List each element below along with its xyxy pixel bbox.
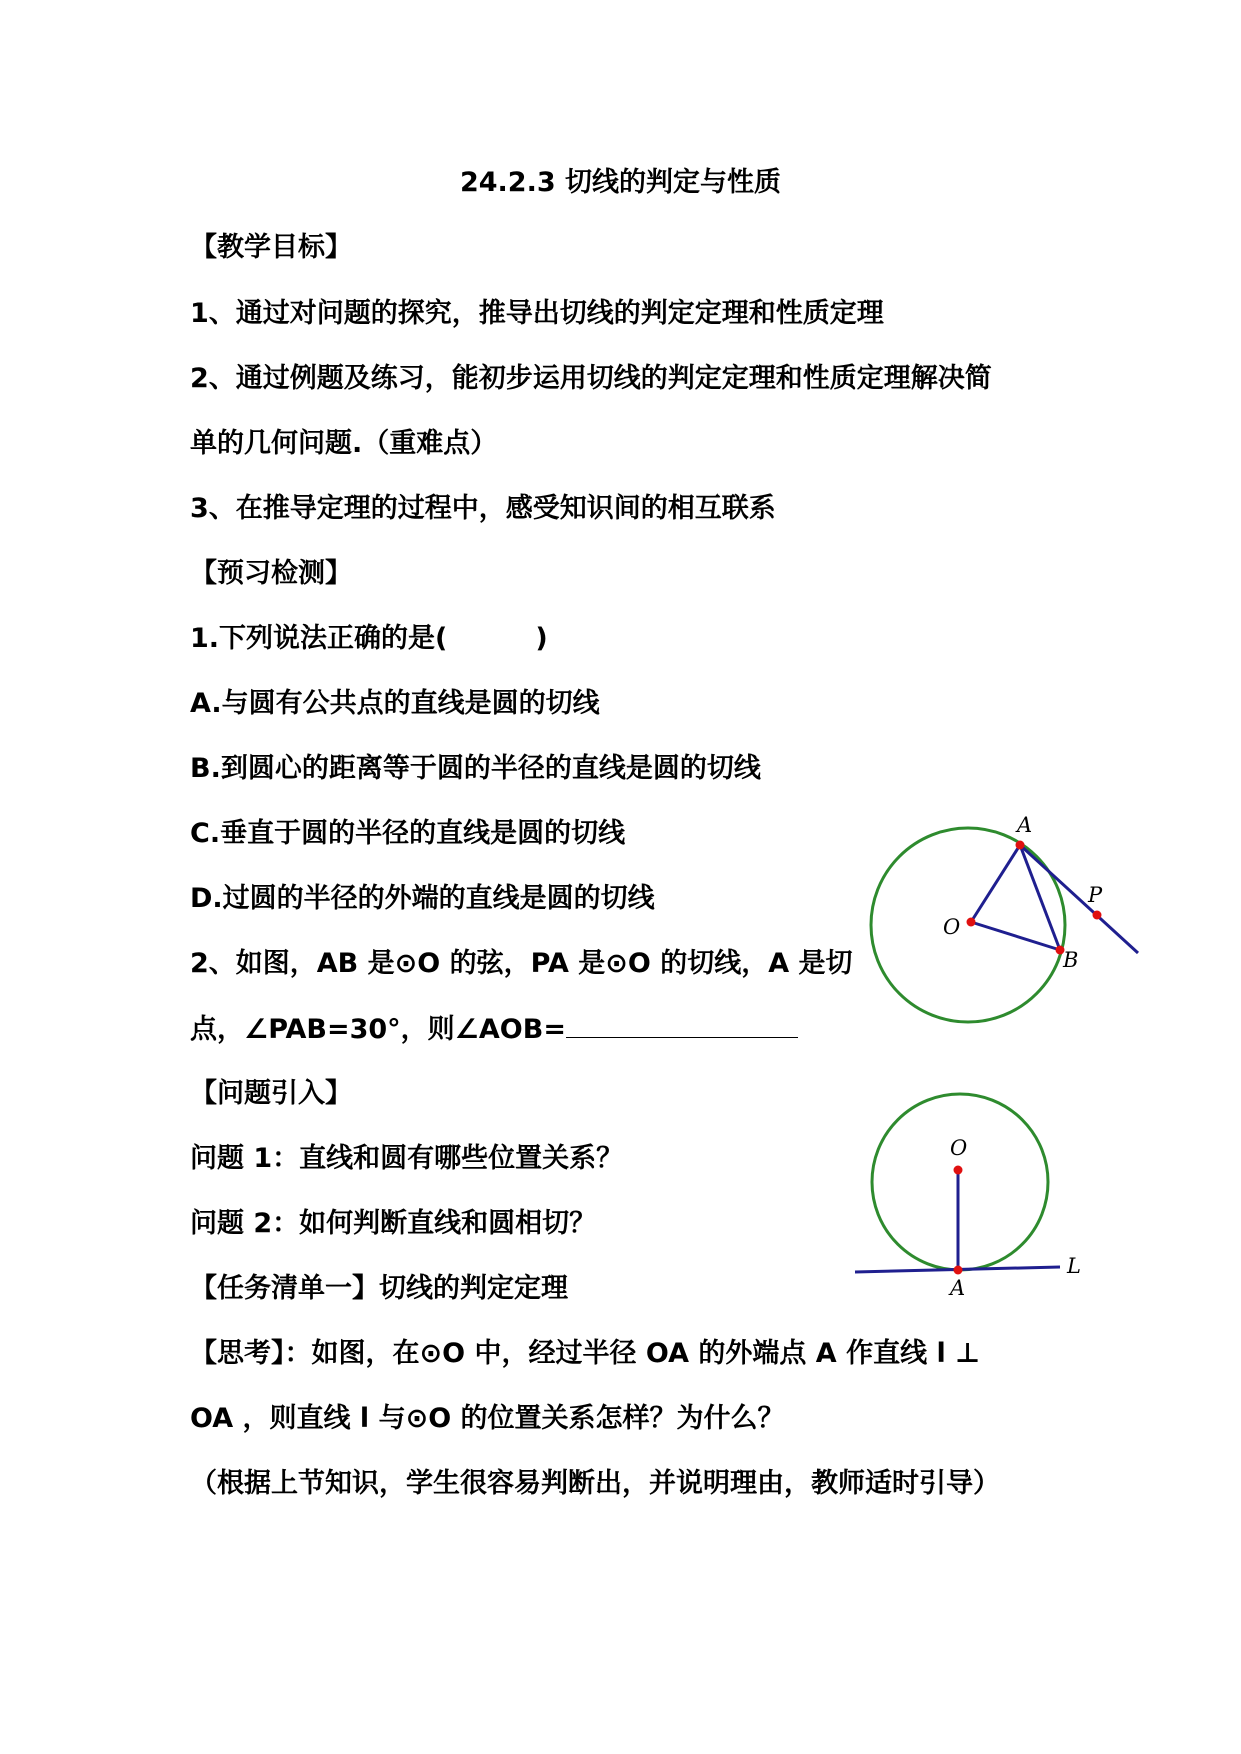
radius-oa xyxy=(971,845,1020,922)
label-p: P xyxy=(1088,883,1103,907)
section-heading-objectives: 【教学目标】 xyxy=(190,232,352,263)
objective-2-line2: 单的几何问题.（重难点） xyxy=(190,428,498,459)
question-1-stem-close: ) xyxy=(535,623,548,654)
intro-question-2: 问题 2：如何判断直线和圆相切？ xyxy=(190,1208,597,1239)
label-b: B xyxy=(1063,948,1079,972)
section-heading-task1: 【任务清单一】切线的判定定理 xyxy=(190,1273,568,1304)
section-heading-intro: 【问题引入】 xyxy=(190,1078,352,1109)
tangent-line-figure xyxy=(850,1080,1110,1300)
point-p xyxy=(1093,911,1102,920)
question-2-line1: 2、如图，AB 是⊙O 的弦，PA 是⊙O 的切线，A 是切 xyxy=(190,948,853,979)
objective-1: 1、通过对问题的探究，推导出切线的判定定理和性质定理 xyxy=(190,298,884,329)
section-heading-preview: 【预习检测】 xyxy=(190,558,352,589)
point-a xyxy=(954,1266,963,1275)
tangent-chord-figure xyxy=(860,810,1160,1035)
label-o: O xyxy=(950,1136,968,1160)
point-a xyxy=(1016,841,1025,850)
answer-blank xyxy=(566,1011,798,1038)
tangent-line-pa xyxy=(1020,845,1138,953)
intro-question-1: 问题 1：直线和圆有哪些位置关系？ xyxy=(190,1143,624,1174)
page-title: 24.2.3 切线的判定与性质 xyxy=(459,167,782,198)
objective-3: 3、在推导定理的过程中，感受知识间的相互联系 xyxy=(190,493,776,524)
think-line1: 【思考】：如图，在⊙O 中，经过半径 OA 的外端点 A 作直线 l ⊥ xyxy=(190,1338,980,1369)
option-a: A.与圆有公共点的直线是圆的切线 xyxy=(190,688,600,719)
question-1-stem-text: 1.下列说法正确的是( xyxy=(190,623,448,654)
label-a: A xyxy=(950,1276,966,1300)
teacher-note: （根据上节知识，学生很容易判断出，并说明理由，教师适时引导） xyxy=(190,1468,1000,1499)
question-2-line2 xyxy=(190,1011,798,1048)
think-line2: OA ，则直线 l 与⊙O 的位置关系怎样？为什么？ xyxy=(190,1403,785,1434)
option-b: B.到圆心的距离等于圆的半径的直线是圆的切线 xyxy=(190,753,761,784)
label-l: L xyxy=(1067,1254,1081,1278)
option-c: C.垂直于圆的半径的直线是圆的切线 xyxy=(190,818,626,849)
question-2-line2-text: 点，∠PAB=30°，则∠AOB= xyxy=(190,1014,566,1045)
point-o xyxy=(954,1166,963,1175)
circle-o xyxy=(872,1094,1048,1270)
question-1-stem xyxy=(190,621,548,657)
label-a: A xyxy=(1017,813,1033,837)
radius-ob xyxy=(971,922,1060,950)
point-o xyxy=(967,918,976,927)
option-d: D.过圆的半径的外端的直线是圆的切线 xyxy=(190,883,655,914)
label-o: O xyxy=(943,915,961,939)
objective-2-line1: 2、通过例题及练习，能初步运用切线的判定定理和性质定理解决简 xyxy=(190,363,992,394)
